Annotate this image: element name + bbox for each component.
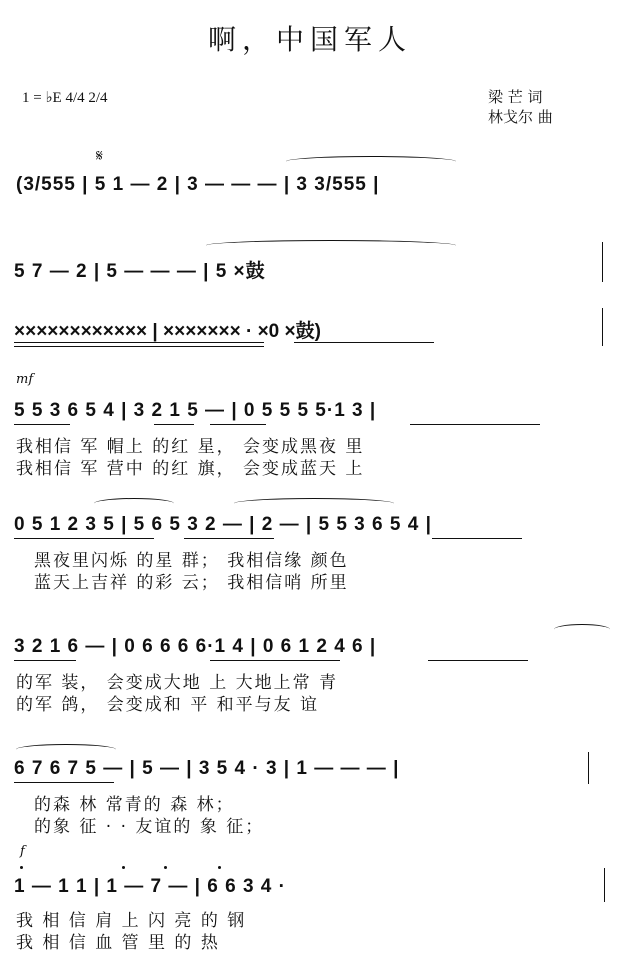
beam-underline xyxy=(14,660,76,661)
beam-underline xyxy=(184,538,274,539)
lyrics-verse-2: 的象 征 · · 友谊的 象 征； xyxy=(34,817,265,837)
tie-mark xyxy=(286,156,456,167)
octave-dot xyxy=(218,866,221,869)
score-line-3 xyxy=(14,312,610,358)
bar-line xyxy=(604,868,605,902)
beam-underline xyxy=(14,342,264,343)
score-line-3-notes: ×××××××××××× | ××××××× · ×0 ×鼓) xyxy=(14,320,321,342)
lyrics-verse-2: 蓝天上吉祥 的彩 云； 我相信哨 所里 xyxy=(34,573,349,593)
beam-underline xyxy=(294,342,434,343)
score-line-7-notes: 6 7 6 7 5 — | 5 — | 3 5 4 · 3 | 1 — — — | xyxy=(14,758,400,779)
score-line-5-notes: 0 5 1 2 3 5 | 5 6 5 3 2 — | 2 — | 5 5 3 6 5 4 | xyxy=(14,514,432,535)
score-line-1 xyxy=(14,146,610,214)
score-line-6-notes: 3 2 1 6 — | 0 6 6 6 6·1 4 | 0 6 1 2 4 6 | xyxy=(14,636,377,657)
score-line-1-notes: (3/555 | 5 1 — 2 | 3 — — — | 3 3/555 | xyxy=(16,174,380,195)
lyrics-verse-1: 的森 林 常青的 森 林； xyxy=(34,795,235,815)
composer-credit: 林戈尔 曲 xyxy=(488,108,553,126)
lyrics-verse-1: 我相信 军 帽上 的红 星， 会变成黑夜 里 xyxy=(16,437,365,457)
bar-line xyxy=(602,242,603,282)
beam-underline xyxy=(210,660,340,661)
beam-underline xyxy=(14,346,264,347)
beam-underline xyxy=(154,424,194,425)
lyrics-verse-1: 黑夜里闪烁 的星 群； 我相信缘 颜色 xyxy=(34,551,349,571)
octave-dot xyxy=(164,866,167,869)
octave-dot xyxy=(20,866,23,869)
song-title: 啊，中国军人 xyxy=(207,23,412,56)
beam-underline xyxy=(428,660,528,661)
bar-line xyxy=(602,308,603,346)
beam-underline xyxy=(210,424,266,425)
tie-mark xyxy=(16,744,116,755)
score-line-6 xyxy=(14,630,610,720)
bar-line xyxy=(588,752,589,784)
score-line-8 xyxy=(14,844,610,953)
score-line-5 xyxy=(14,508,610,598)
beam-underline xyxy=(432,538,522,539)
lyrics-verse-2: 我相信 军 营中 的红 旗， 会变成蓝天 上 xyxy=(16,459,365,479)
score-line-7 xyxy=(14,752,610,842)
tie-mark xyxy=(94,498,174,509)
dynamic-f: f xyxy=(20,844,25,859)
beam-underline xyxy=(14,424,70,425)
tie-mark xyxy=(234,498,394,509)
beam-underline xyxy=(410,424,540,425)
lyrics-verse-2: 我 相 信 血 管 里 的 热 xyxy=(16,933,220,953)
score-line-4 xyxy=(14,374,610,480)
lyrics-verse-2: 的军 鸽， 会变成和 平 和平与友 谊 xyxy=(16,695,320,715)
score-line-2-notes: 5 7 — 2 | 5 — — — | 5 ×鼓 xyxy=(14,260,266,282)
beam-underline xyxy=(14,782,114,783)
dynamic-mf: mf xyxy=(16,372,34,387)
score-line-8-notes: 1 — 1 1 | 1 — 7 — | 6 6 3 4 · xyxy=(14,876,286,897)
lyrics-verse-1: 的军 装， 会变成大地 上 大地上常 青 xyxy=(16,673,339,693)
score-line-2 xyxy=(14,252,610,298)
lyrics-verse-1: 我 相 信 肩 上 闪 亮 的 钢 xyxy=(16,911,247,931)
beam-underline xyxy=(14,538,154,539)
tie-mark xyxy=(554,624,610,635)
key-signature: 1 = ♭E 4/4 2/4 xyxy=(22,90,108,106)
lyricist-credit: 梁 芒 词 xyxy=(488,88,543,106)
score-line-4-notes: 5 5 3 6 5 4 | 3 2 1 5 — | 0 5 5 5 5·1 3 | xyxy=(14,400,377,421)
tie-mark xyxy=(206,240,456,251)
octave-dot xyxy=(122,866,125,869)
segno-icon: 𝄋 xyxy=(96,146,103,165)
